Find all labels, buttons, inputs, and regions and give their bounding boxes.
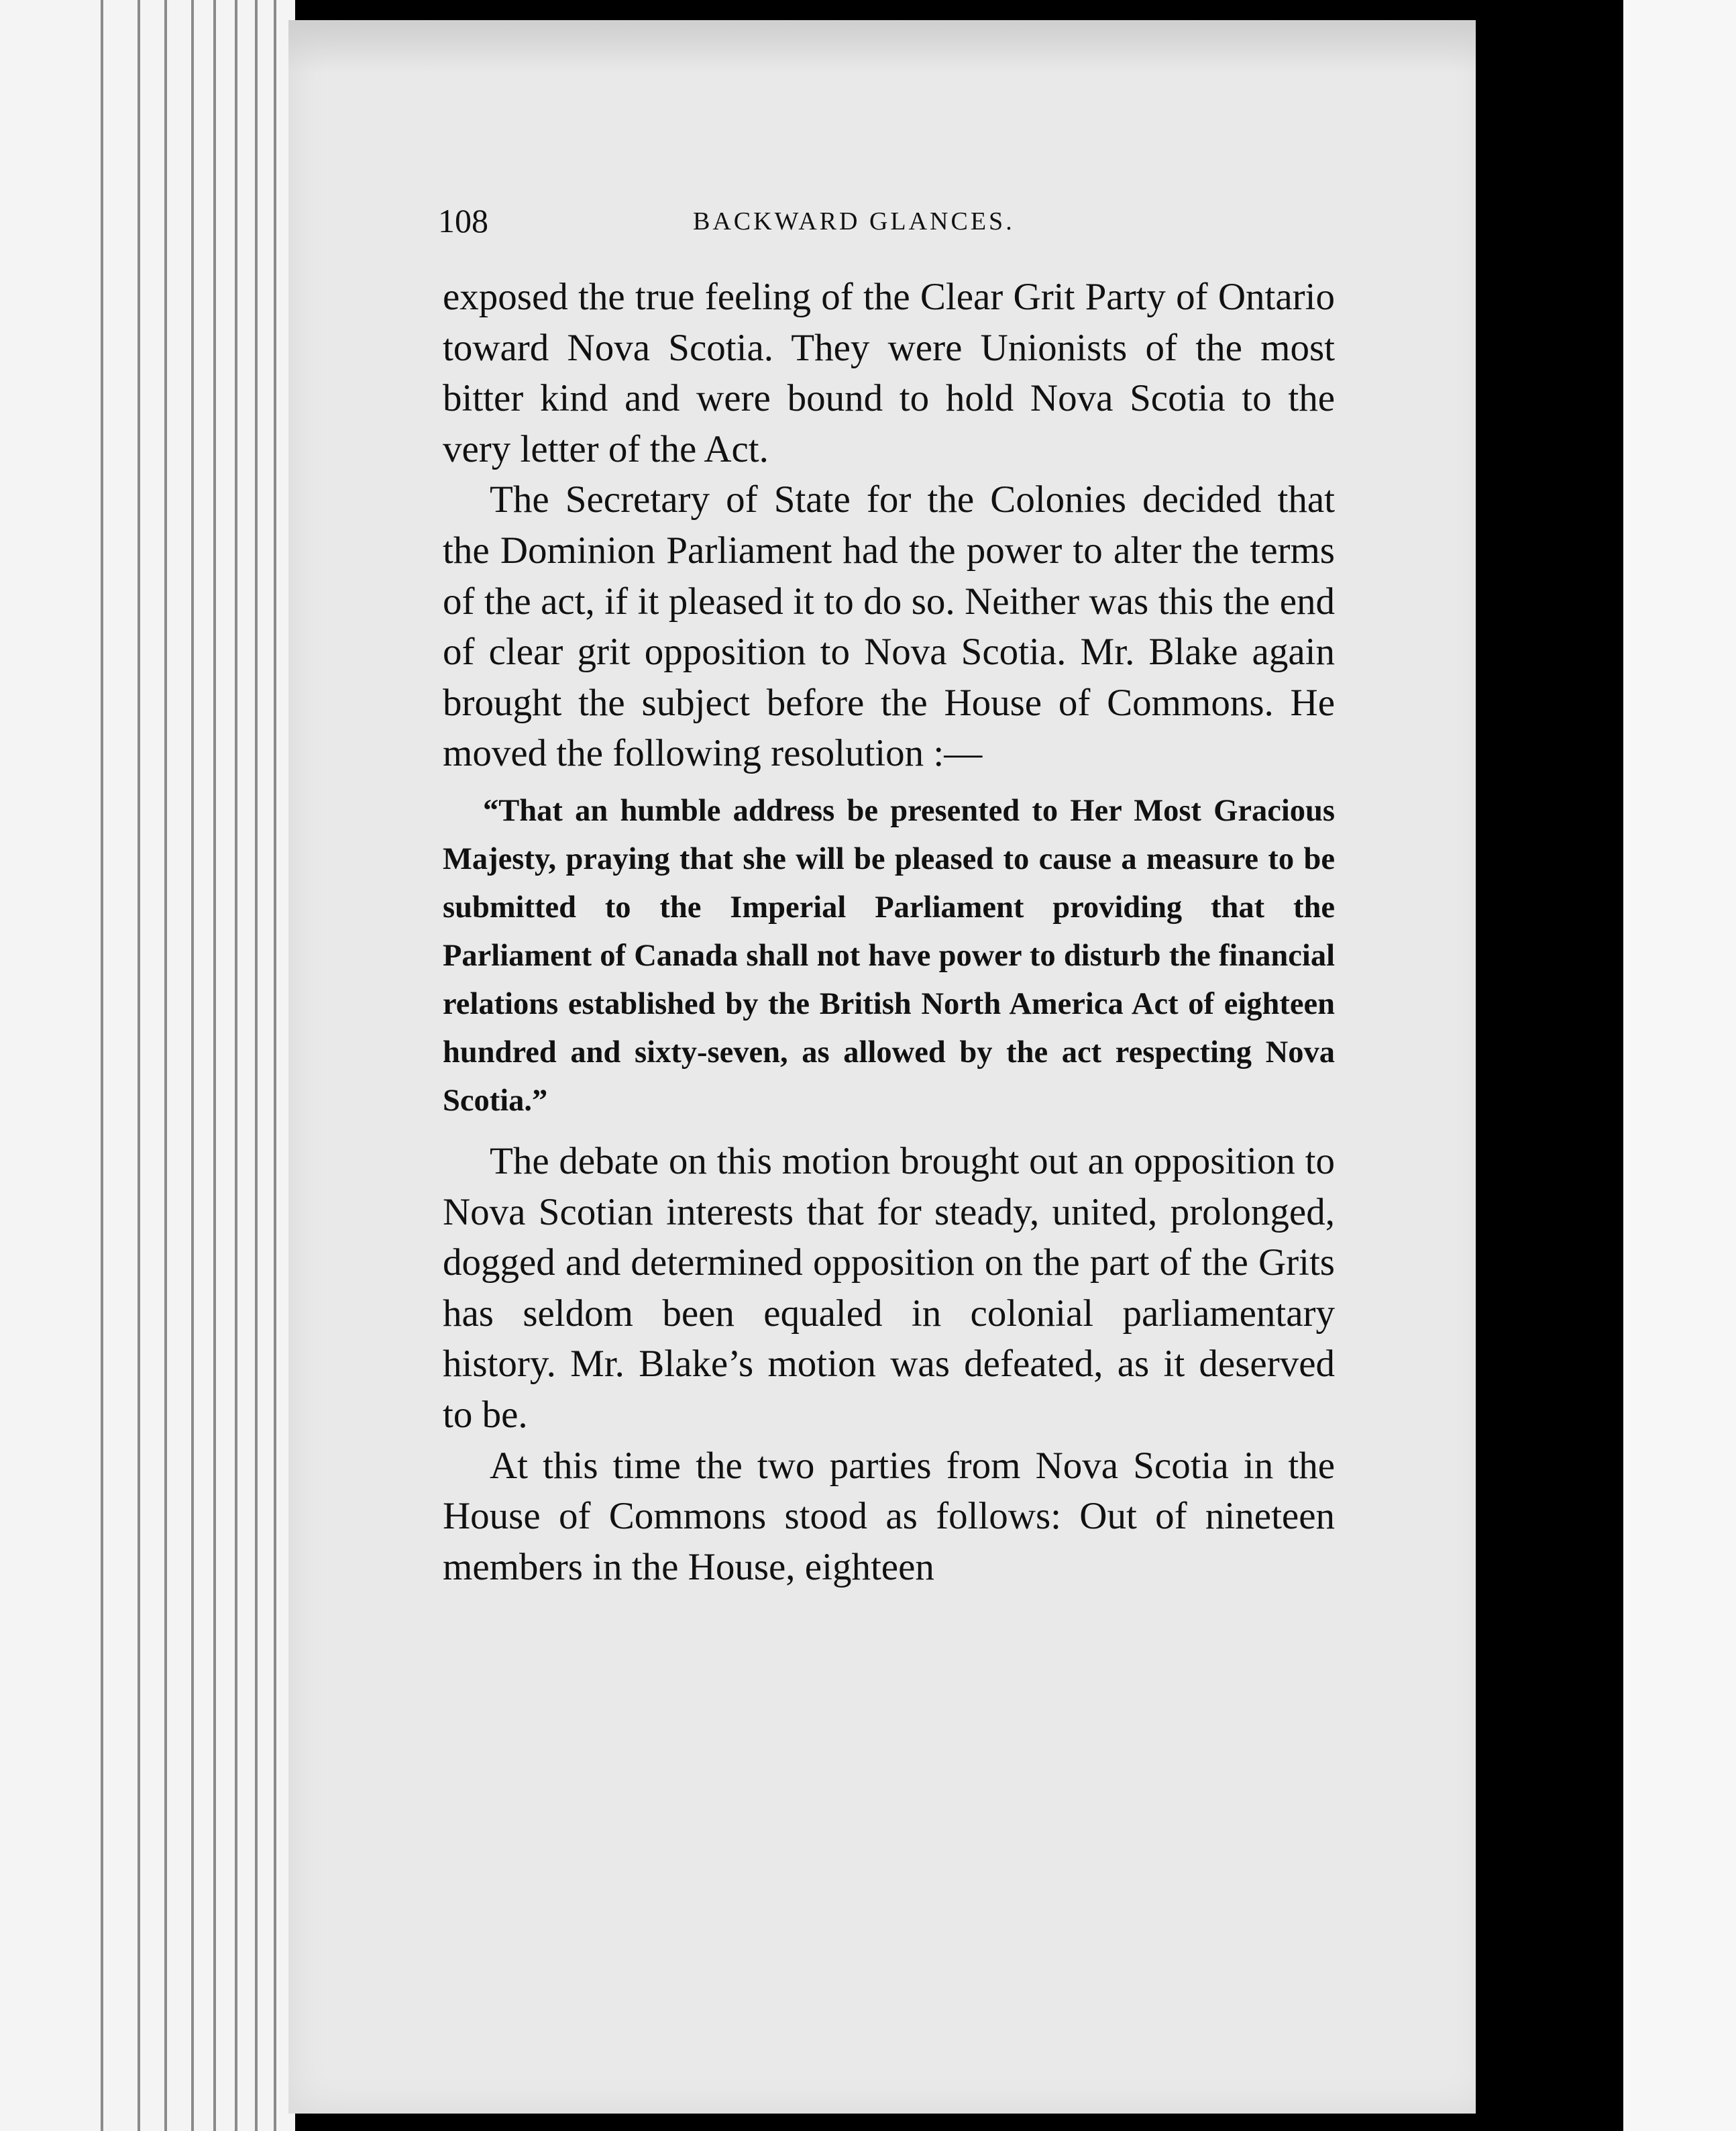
paragraph-1: exposed the true feeling of the Clear Grit Party of Ontario toward Nova Scotia. They were Unionists of the most bitter kind and were bound to hold Nova Scotia to the very letter of the Act.: [443, 276, 1335, 470]
page-number: 108: [438, 202, 488, 240]
page-edge-line: [213, 0, 216, 2131]
page-edge-line: [191, 0, 194, 2131]
book-title: BACKWARD GLANCES.: [693, 207, 1015, 236]
page-edges: [0, 0, 295, 2131]
page-edge-line: [101, 0, 103, 2131]
page-edge-line: [274, 0, 276, 2131]
paragraph-3: The debate on this motion brought out an opposition to Nova Scotian interests that for steady, united, prolonged, dogged and determined opposition on the part of the Grits has seldom been equaled in colonial parliamentary history. Mr. Blake’s motion was defeated, as it deserved to be.: [443, 1139, 1335, 1436]
page-edge-line: [138, 0, 140, 2131]
page-top-shadow: [288, 20, 1489, 74]
gutter-shadow: [1476, 0, 1623, 2131]
facing-page-edge: [1623, 0, 1736, 2131]
page-edge-line: [235, 0, 237, 2131]
page-edge-line: [255, 0, 258, 2131]
body-text: [443, 272, 1335, 1592]
page-edge-line: [164, 0, 167, 2131]
paragraph-4: At this time the two parties from Nova Scotia in the House of Commons stood as follows: Out of nineteen members in the House, eighteen: [443, 1444, 1335, 1588]
running-head: [438, 201, 1337, 255]
block-quote-resolution: “That an humble address be presented to Her Most Gracious Majesty, praying that she will be pleased to cause a measure to be submitted to the Imperial Parliament providing that the Parliament of Canada shall not have power to disturb the financial relations established by the British North America Act of eighteen hundred and sixty-seven, as allowed by the act respecting Nova Scotia.”: [443, 793, 1335, 1118]
paragraph-2: The Secretary of State for the Colonies decided that the Dominion Parliament had the power to alter the terms of the act, if it pleased it to do so. Neither was this the end of clear grit opposition to Nova Scotia. Mr. Blake again brought the subject before the House of Commons. He moved the following resolution :—: [443, 478, 1335, 775]
